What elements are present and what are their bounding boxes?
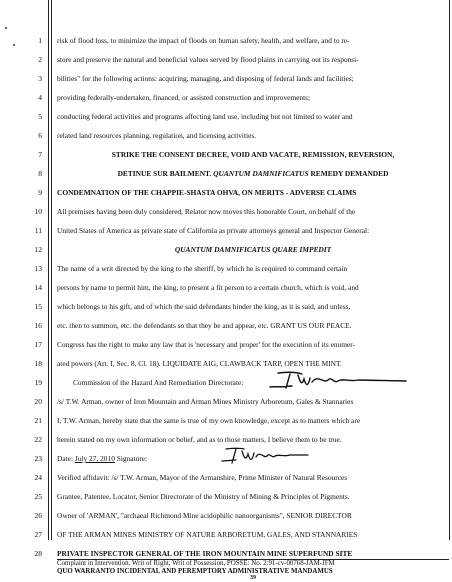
- line-number: 11: [34, 226, 42, 235]
- line-number: 3: [38, 74, 42, 83]
- text-line-10: All premises having been duly considered, Relator now moves this honorable Court, on behalf of the: [57, 207, 356, 216]
- line-number: 27: [34, 530, 42, 539]
- footer-caption: Complaint in Intervention. Writ of Right, Writ of Possession, POSSE: No. 2:91-cv-00768-JAM-JFM: [57, 560, 335, 567]
- text-line-17: Congress has the right to make any law that is 'necessary and proper' for the execution of its enumer-: [57, 340, 356, 349]
- line-number: 20: [34, 397, 42, 406]
- line-number: 26: [34, 511, 42, 520]
- line-number: 6: [38, 131, 42, 140]
- text-line-13: The name of a writ directed by the king to the sheriff, by which he is required to command certain: [57, 264, 348, 273]
- text-line-11: United States of America as private state of California as private attorneys general and Inspector General:: [57, 226, 370, 235]
- line-number: 21: [34, 416, 42, 425]
- line-number: 5: [38, 112, 42, 121]
- line-number: 19: [34, 378, 42, 387]
- heading-line-8-italic: QUANTUM DAMNIFICATUS: [213, 169, 309, 178]
- signature-image-2: [220, 446, 310, 466]
- line-number: 8: [38, 169, 42, 178]
- text-line-14: persons by name to permit him, the king, to present a fit person to a certain church, which is void, and: [57, 283, 359, 292]
- text-line-28: PRIVATE INSPECTOR GENERAL OF THE IRON MOUNTAIN MINE SUPERFUND SITE: [57, 549, 353, 558]
- text-line-24: Verified affidavit: /s/ T.W. Arman, Mayor of the Armanshire, Prime Minister of Natural Resources: [57, 473, 348, 482]
- line-number: 13: [34, 264, 42, 273]
- text-line-25: Grantee, Patentee, Locator, Senior Directorate of the Ministry of Mining & Principles of Pigments.: [57, 492, 350, 501]
- text-line-27: OF THE ARMAN MINES MINISTRY OF NATURE ARBORETUM, GALES, AND STANNARIES: [57, 530, 358, 539]
- text-line-20: /s/ T.W. Arman, owner of Iron Mountain and Arman Mines Ministry Arboretum, Gales & Stannaries: [57, 397, 354, 406]
- text-line-6: related land resources planning, regulation, and licensing activities.: [57, 131, 257, 140]
- line-number: 17: [34, 340, 42, 349]
- text-line-21: I, T.W. Arman, hereby state that the same is true of my own knowledge, except as to matters which are: [57, 416, 361, 425]
- date-label: Date:: [57, 454, 75, 463]
- line-number: 23: [34, 454, 42, 463]
- line-number: 24: [34, 473, 42, 482]
- margin-mark: [13, 44, 15, 46]
- signature-image-1: [268, 370, 408, 392]
- line-number: 1: [38, 36, 42, 45]
- line-number: 16: [34, 321, 42, 330]
- text-line-2: store and preserve the natural and beneficial values served by flood plains in carrying out its responsi-: [57, 55, 359, 64]
- margin-rule-left-inner: [51, 0, 52, 540]
- text-line-19: Commission of the Hazard And Remediation Directorate:: [73, 378, 244, 387]
- heading-line-8-a: DETINUE SUR BAILMENT.: [117, 169, 214, 178]
- margin-mark: [5, 27, 7, 29]
- text-line-4: providing federally-undertaken, financed, or assisted construction and improvements;: [57, 93, 311, 102]
- text-line-15: which belongs to his gift, and of which the said defendants hinder the king, as it is said, and unless,: [57, 302, 351, 311]
- heading-line-8-b: REMEDY DEMANDED: [308, 169, 389, 178]
- footer-title: QUO WARRANTO INCIDENTAL AND PEREMPTORY ADMINISTRATIVE MANDAMUS: [57, 568, 333, 575]
- text-line-5: conducting federal activities and programs affecting land use, including but not limited to water and: [57, 112, 353, 121]
- line-number: 4: [38, 93, 42, 102]
- page-number: 39: [250, 575, 256, 581]
- line-number: 28: [34, 549, 42, 558]
- margin-rule-right: [449, 0, 450, 540]
- line-number: 12: [34, 245, 42, 254]
- text-line-3: bilities" for the following actions: acquiring, managing, and disposing of federal lands and facilities;: [57, 74, 354, 83]
- line-number: 15: [34, 302, 42, 311]
- text-line-16: etc. then to summon, etc. the defendants so that they be and appear, etc. GRANT US OUR PEACE.: [57, 321, 352, 330]
- line-number: 9: [38, 188, 42, 197]
- heading-line-8: [57, 169, 449, 179]
- heading-line-7: STRIKE THE CONSENT DECREE, VOID AND VACATE, REMISSION, REVERSION,: [111, 150, 395, 159]
- heading-line-9: CONDEMNATION OF THE CHAPPIE-SHASTA OHVA, ON MERITS - ADVERSE CLAIMS: [57, 188, 357, 197]
- text-line-1: risk of flood loss, to minimize the impact of floods on human safety, health, and welfare, and to re-: [57, 36, 350, 45]
- line-number: 14: [34, 283, 42, 292]
- line-number: 7: [38, 150, 42, 159]
- text-line-26: Owner of 'ARMAN', "archaeal Richmond Mine acidophilic nanoorganisms", SENIOR DIRECTOR: [57, 511, 352, 520]
- text-line-22: herein stated on my own information or belief, and as to those matters, I believe them to be true.: [57, 435, 342, 444]
- signature-label: Signature:: [114, 454, 148, 463]
- line-number: 10: [34, 207, 42, 216]
- date-value: July 27, 2010: [74, 454, 115, 463]
- heading-line-12: QUANTUM DAMNIFICATUS QUARE IMPEDIT: [174, 245, 332, 254]
- line-number: 2: [38, 55, 42, 64]
- text-line-18: ated powers (Art. I, Sec. 8, Cl. 18). LIQUIDATE AIG, CLAWBACK TARP, OPEN THE MINT.: [57, 359, 342, 368]
- line-number: 18: [34, 359, 42, 368]
- line-number: 22: [34, 435, 42, 444]
- line-number: 25: [34, 492, 42, 501]
- margin-rule-left: [48, 0, 49, 540]
